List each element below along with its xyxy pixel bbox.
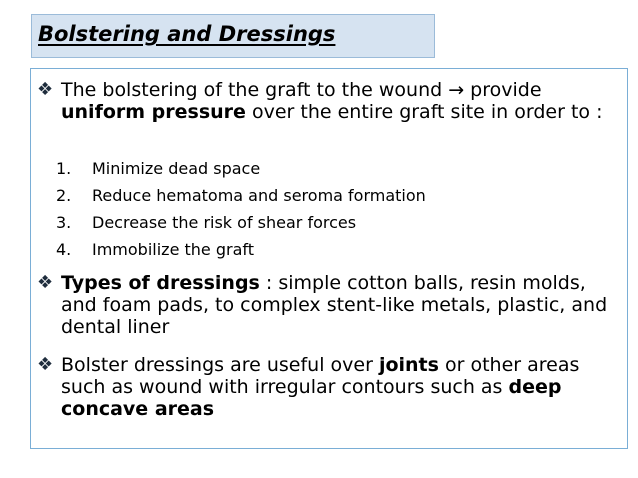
bullet-item — [37, 354, 623, 420]
bullet-segment: Bolster dressings are useful over — [61, 354, 379, 376]
numbered-item — [56, 160, 260, 178]
slide-title: Bolstering and Dressings — [38, 22, 336, 46]
bullet-segment: : simple cotton balls, resin molds, and foam pads, to complex stent-like metals, plastic, and dental liner — [61, 272, 608, 338]
item-number: 4. — [56, 240, 72, 259]
bullet-text — [61, 354, 623, 420]
item-text: Reduce hematoma and seroma formation — [92, 186, 426, 205]
bullet-segment: or other areas such as wound with irregular contours such as — [61, 354, 580, 398]
bullet-item — [37, 272, 623, 338]
bullet-segment: over the entire graft site in order to : — [245, 101, 603, 123]
bullet-segment-bold: uniform pressure — [61, 101, 246, 123]
item-text: Immobilize the graft — [92, 240, 255, 259]
numbered-item — [56, 187, 426, 205]
content-box — [30, 68, 628, 449]
bullet-text — [61, 79, 623, 123]
bullet-segment-bold: joints — [378, 354, 439, 376]
title-box — [31, 14, 435, 58]
bullet-segment-bold: deep concave areas — [61, 376, 562, 420]
item-number: 1. — [56, 159, 72, 178]
item-number: 3. — [56, 213, 72, 232]
bullet-text — [61, 272, 623, 338]
diamond-bullet-icon: ❖ — [37, 79, 54, 100]
diamond-bullet-icon: ❖ — [37, 354, 54, 375]
item-number: 2. — [56, 186, 72, 205]
item-text: Minimize dead space — [92, 159, 261, 178]
numbered-item — [56, 214, 356, 232]
bullet-segment-bold: Types of dressings — [61, 272, 260, 294]
numbered-item — [56, 241, 254, 259]
bullet-item — [37, 79, 623, 123]
bullet-segment: The bolstering of the graft to the wound → provide — [61, 79, 542, 101]
item-text: Decrease the risk of shear forces — [92, 213, 357, 232]
diamond-bullet-icon: ❖ — [37, 272, 54, 293]
